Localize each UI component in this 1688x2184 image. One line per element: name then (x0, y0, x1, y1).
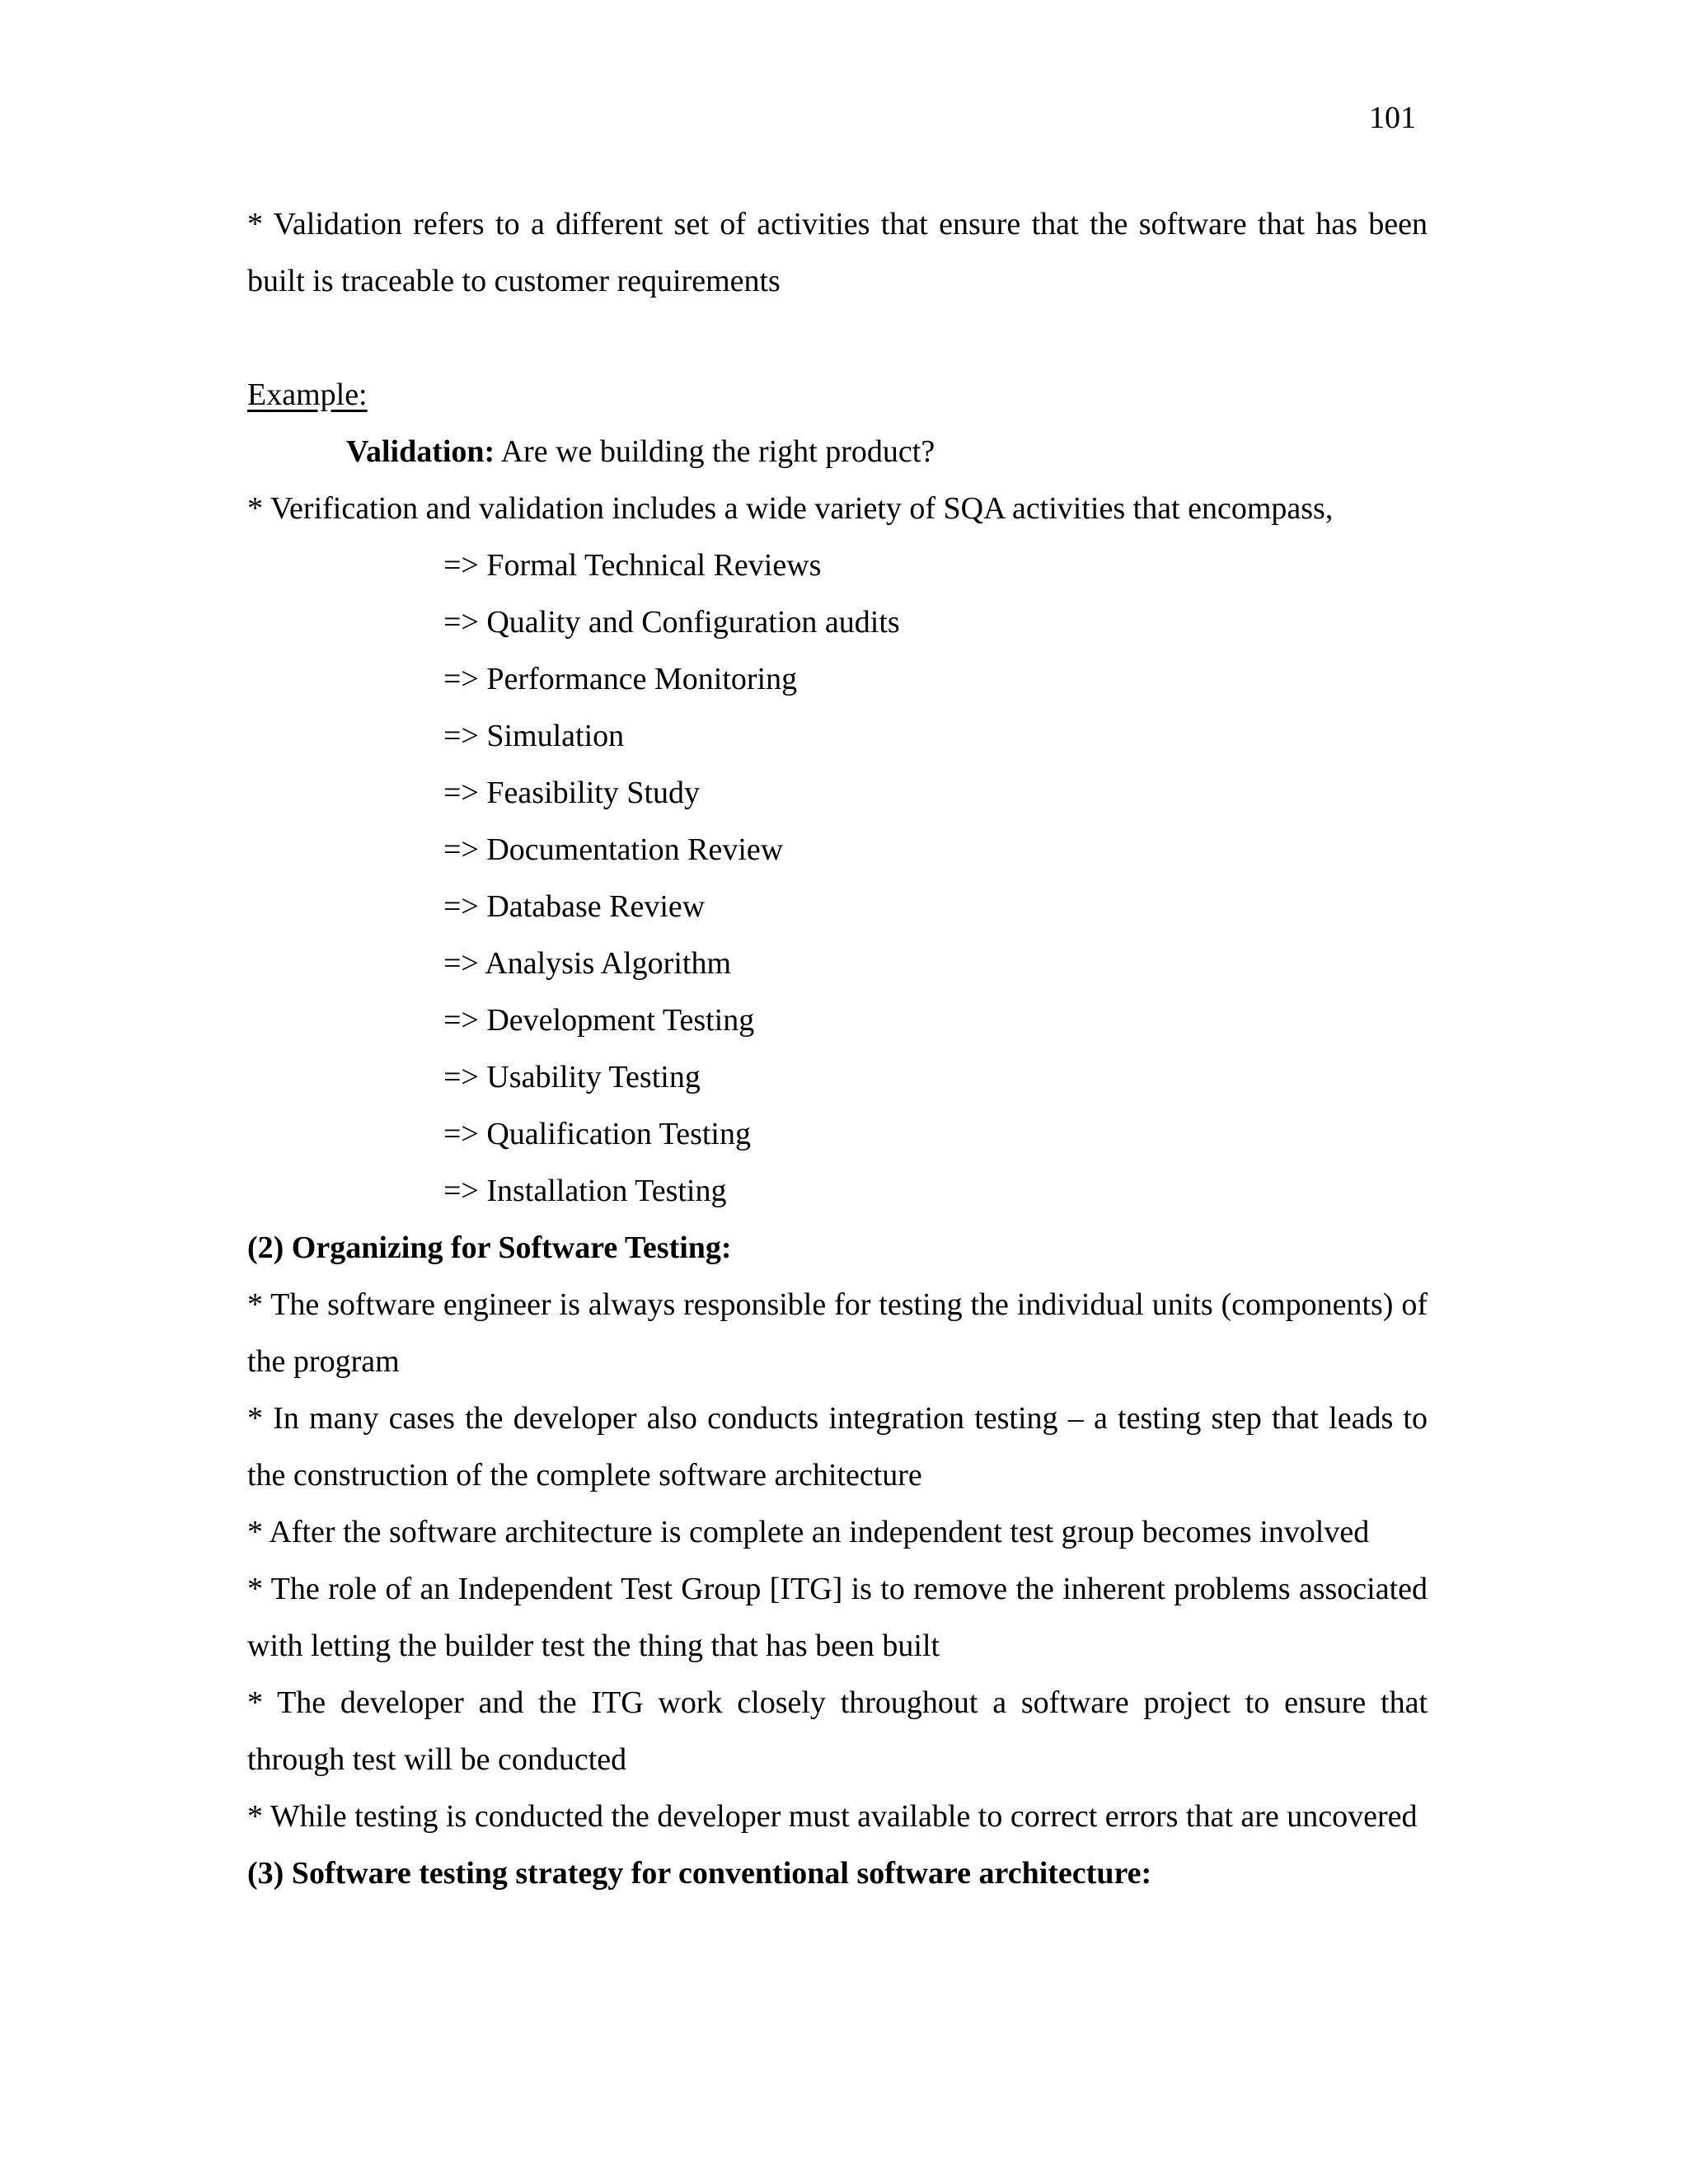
section2-paragraph: * The developer and the ITG work closely throughout a software project to ensure that through test will be conducted (247, 1685, 1428, 1777)
validation-label: Validation: (346, 434, 495, 469)
page-number: 101 (1369, 101, 1416, 135)
section2-paragraph: * The software engineer is always responsible for testing the individual units (components) of the program (247, 1287, 1428, 1379)
section2-heading: (2) Organizing for Software Testing: (247, 1230, 732, 1265)
example-heading-text: Example: (247, 377, 368, 412)
list-item: => Database Review (443, 889, 706, 924)
paragraph-spacer (247, 310, 1428, 367)
section2-paragraph: * The role of an Independent Test Group [ITG] is to remove the inherent problems associated with letting the builder test the thing that has been built (247, 1572, 1428, 1663)
list-item: => Quality and Configuration audits (443, 605, 900, 640)
example-validation-line (247, 424, 1428, 480)
list-item: => Development Testing (443, 1003, 755, 1038)
list-item: => Analysis Algorithm (443, 946, 731, 981)
list-item: => Formal Technical Reviews (443, 548, 822, 583)
list-item: => Usability Testing (443, 1060, 701, 1094)
list-item: => Simulation (443, 719, 625, 753)
list-item: => Documentation Review (443, 832, 784, 867)
list-item: => Feasibility Study (443, 776, 700, 810)
list-item: => Qualification Testing (443, 1117, 751, 1151)
section3-heading: (3) Software testing strategy for conventional software architecture: (247, 1856, 1152, 1891)
example-heading (247, 367, 1428, 424)
section2-paragraph: * After the software architecture is complete an independent test group becomes involved (247, 1515, 1370, 1549)
section2-paragraph: * In many cases the developer also conducts integration testing – a testing step that leads to the construction of the complete software architecture (247, 1401, 1428, 1493)
sqa-activities-list (247, 537, 1428, 1220)
validation-text: Are we building the right product? (495, 434, 935, 469)
list-item: => Installation Testing (443, 1174, 727, 1208)
page-content (247, 196, 1428, 1902)
vv-intro: * Verification and validation includes a wide variety of SQA activities that encompass, (247, 491, 1334, 526)
intro-paragraph: * Validation refers to a different set of activities that ensure that the software that has been built is traceable to customer requirements (247, 207, 1428, 298)
section2-paragraph: * While testing is conducted the developer must available to correct errors that are uncovered (247, 1799, 1418, 1834)
list-item: => Performance Monitoring (443, 662, 798, 696)
